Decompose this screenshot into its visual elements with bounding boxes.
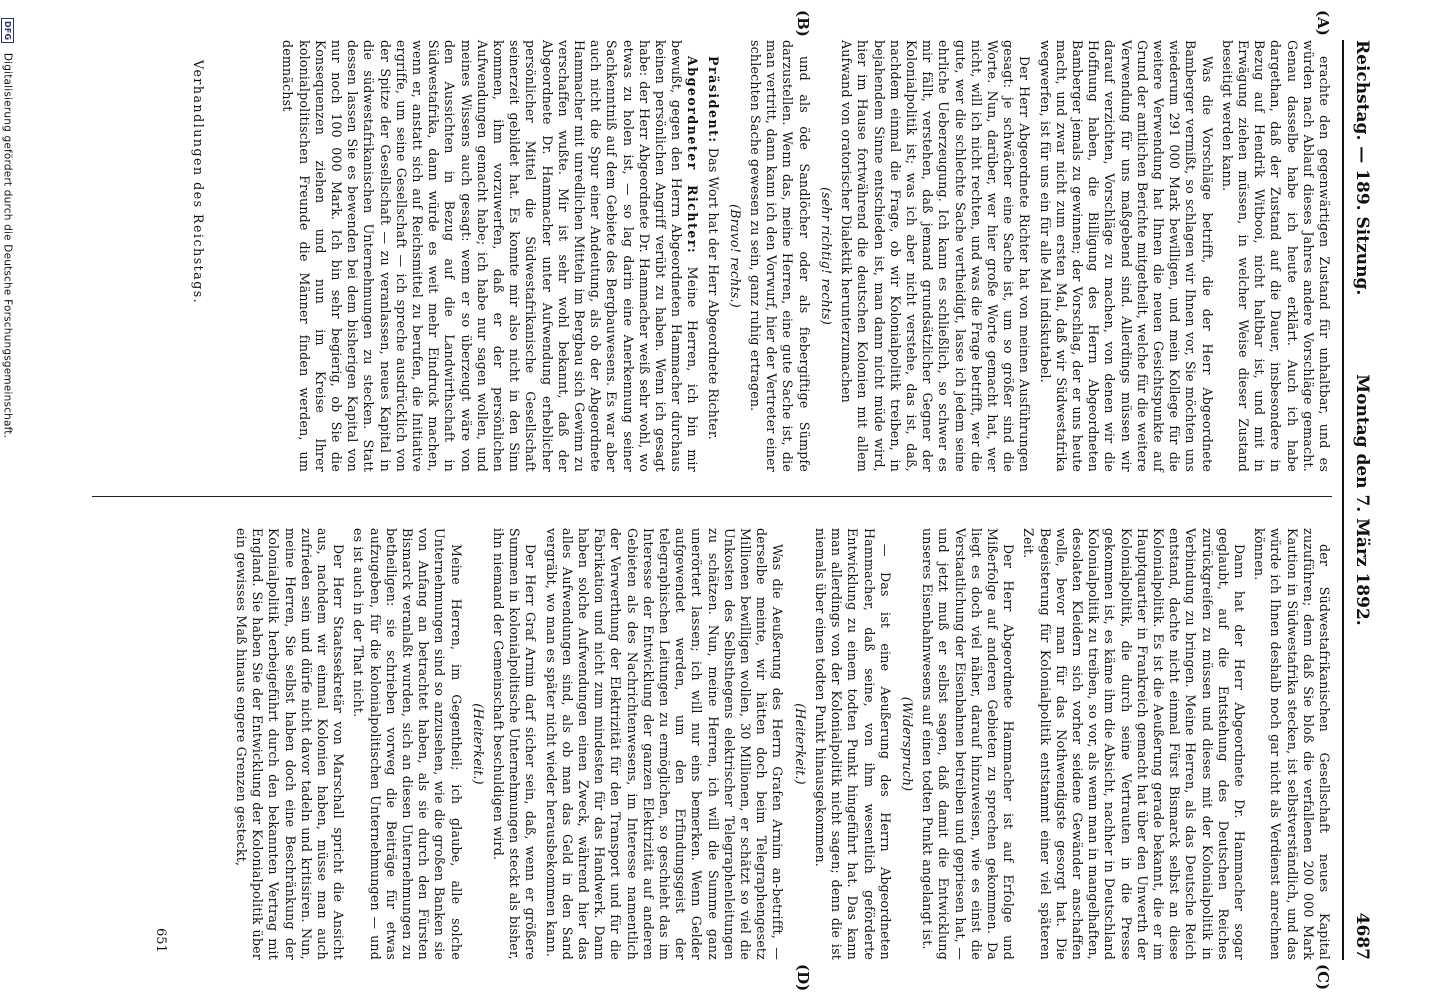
interjection: (Heiterkeit.) [792,703,808,785]
interjection: (sehr richtig! rechts) [818,187,834,325]
column-divider [92,496,1332,497]
paragraph: Der Herr Staatssekretär von Marschall spricht die Ansicht aus, nachdem wir einmal Kolonien haben, müsse man auch zufrieden sein und dürfe nicht davor tadeln und kritisiren. Nun, meine Herren, Sie selbst haben doch eine Beschränkung der Kolonialpolitik herbeigeführt durch den bekannten Vertrag mit England. Sie haben Sie der Entwicklung der Kolonialpolitik über ein gewisses Maß hinaus engere Grenzen gesteckt, [234,528,347,960]
margin-marker-d: (D) [794,964,812,992]
interjection: (Widerspruch) [899,696,915,792]
page-header [1342,40,1372,960]
paragraph: erachte den gegenwärtigen Zustand für unhaltbar, und es würden nach Ablauf dieses Jahres andere Vorschläge gemacht. Genau dasselbe habe ich heute erklärt. Auch ich habe dargethan, daß der Zustand auf die Dauer, insbesondere in Bezug auf Hendrik Witbooi, nicht haltbar ist, und mit in Erwägung ziehen müssen, in welcher Weise dieser Zustand beseitigt werden kann. [1219,40,1332,472]
paragraph: Der Herr Abgeordnete Richter hat von meinen Ausführungen gesagt: je schwächer eine Sache ist, um so größer sind die Worte. Nun, darüber, wer hier große Worte gemacht hat, wer nicht, will ich nicht rechten, und was die Frage betrifft, wer die gute, wer die schlechte Sache vertheidigt, lasse ich jedem seine ehrliche Ueberzeugung. Ich kann es schließlich, so schwer es mir fällt, verstehen, daß jemand grundsätzlicher Gegner der Kolonialpolitik ist; was ich aber nicht verstehe, das ist, daß, nachdem einmal die Frage, ob wir Kolonialpolitik treiben, in bejahendem Sinne entschieden ist, man dann nicht müde wird, hier im Hause fortwährend die deutschen Kolonien mit allem Aufwand von oratorischer Dialektik herunterzumachen [839,40,1033,472]
speech-paragraph [704,40,720,472]
speech-text: Das Wort hat der Herr Abgeordnete Richter. [705,147,721,440]
interjection: (Heiterkeit.) [470,703,486,785]
dfg-logo: DFG [1,18,14,43]
paragraph: Der Herr Abgeordnete Hammacher ist auf Erfolge und Mißerfolge auf anderen Gebieten zu sprechen gekommen. Da liegt es doch viel näher, darauf hinzuweisen, wie es einst die Verstaatlichung der Eisenbahnen betreiben und gepriesen hat, — und jetzt muß er selbst sagen, daß damit die Entwicklung unseres Eisenbahnwesens auf einen todten Punkt angelangt ist. [920,528,1017,960]
header-page-number: 4687 [1352,912,1372,960]
funding-text: Digitalisierung gefördert durch die Deutsche Forschungsgemeinschaft. [1,52,14,439]
paragraph: der Südwestafrikanischen Gesellschaft neues Kapital zuzuführen; denn daß Sie bloß die verfallenen 200 000 Mark Kaution in Südwestafrika stecken, ist selbstverständlich, und das würde ich Ihnen deshalb noch gar nicht als Verdienst anrechnen können. [1252,528,1332,960]
speech-text: Meine Herren, ich bin mir bewußt, gegen den Herrn Abgeordneten Hammacher durchaus keinen persönlichen Angriff verübt zu haben. Wenn ich gesagt habe: der Herr Abgeordnete Dr. Hammacher weiß sehr wohl, wo etwas zu holen ist, — so lag darin eine Anerkennung seiner Sachkenntniß auf dem Gebiete des Bergbauwesens. Es war aber auch nicht die Spur einer Andeutung, als ob der Abgeordnete Hammacher mit unredlichen Mitteln im Bergbau sich Gewinn zu verschaffen wußte. Mir ist sehr wohl bekannt, daß der Abgeordnete Dr. Hammacher unter Aufwendung erheblicher persönlicher Mittel die Südwestafrikanische Gesellschaft seinerzeit gebildet hat. Es konnte mir also nicht in den Sinn kommen, ihm vorzuwerfen, daß er der persönlichen Aufwendungen gemacht habe; ich habe nur sagen wollen, und meines Wissens auch gesagt: wenn er so überzeugt wäre von den Aussichten in Bezug auf die Landwirthschaft in Südwestafrika, dann würde es weit mehr Eindruck machen, wenn er, anstatt sich auf Reichsmittel zu berufen, die Initiative ergriffe, um seine Gesellschaft — ich spreche ausdrücklich von der Spitze der Gesellschaft — zu veranlassen, neues Kapital in die südwestafrikanischen Unternehmungen zu stecken. Statt dessen lassen Sie es bewenden bei dem bisherigen Kapital von nur noch 100 000 Mark. Ich bin sehr begierig, ob Sie die Konsequenzen ziehen und nun im Kreise Ihrer kolonialpolitischen Freunde die Männer finden werden, um demnächst [280,40,701,472]
speaker-name: Präsident: [705,56,721,144]
paragraph: Der Herr Graf Arnim darf sicher sein, daß, wenn er größere Summen in kolonialpolitische Unternehmungen steckt als bisher, ihn niemand der Gemeinschaft beschuldigen wird. [491,528,539,960]
funding-note [0,0,14,1000]
paragraph: Dann hat der Herr Abgeordnete Dr. Hammacher sogar geglaubt, auf die Entstehung des Deutschen Reiches zurückgreifen zu müssen und dieses mit der Kolonialpolitik in Verbindung zu bringen. Meine Herren, als das Deutsche Reich entstand, dachte nicht einmal Fürst Bismarck selbst an diese Kolonialpolitik. Es ist die Aeußerung gerade bekannt, die er im Hauptquartier in Frankreich gemacht hat über den Unwerth der Kolonialpolitik, die durch seine Vertrauten in die Presse gekommen ist, es käme ihm die Absicht, nachher in Deutschland Kolonialpolitik zu treiben, so vor, als wenn man in mangelhaften, desolaten Kleidern sich vorher seidene Gewänder anschaffen wolle, bevor man für das Nothwendigste gesorgt hat. Die Begeisterung für Kolonialpolitik entstammt einer viel späteren Zeit. [1021,528,1247,960]
header-date: Montag den 7. März 1892. [1352,374,1372,626]
footer-page-number: 651 [153,928,168,953]
paragraph: — Das ist eine Aeußerung des Herrn Abgeordneten Hammacher, daß seine, von ihm wesentlich geförderte Entwicklung zu einem todten Punkt hingeführt hat. Das kann man allerdings von der Kolonialpolitik nicht sagen; denn die ist niemals über einen todten Punkt hinausgekommen. [812,528,893,960]
header-session: Reichstag. — 189. Sitzung. [1352,40,1372,296]
margin-marker-c: (C) [1314,964,1332,991]
paragraph: und als öde Sandlöcher oder als fiebergiftige Sümpfe darzustellen. Wenn das, meine Herren, eine gute Sache ist, die man vertritt, dann kann ich den Vorwurf, hier der Vertreter einer schlechten Sache gewesen zu sein, ganz ruhig ertragen. [748,40,812,472]
footer-title: Verhandlungen des Reichstags. [191,60,206,305]
speaker-name: Abgeordneter Richter: [685,56,701,255]
margin-marker-b: (B) [794,10,812,37]
left-column [275,40,1332,472]
margin-marker-a: (A) [1314,10,1332,36]
right-column [229,528,1332,960]
paragraph: Meine Herren, im Gegentheil; ich glaube, alle solche Unternehmungen sind so anzusehen, wie die großen Banken sie von Anfang an betrachtet haben, als sie durch den Fürsten Bismarck veranlaßt wurden, sich an diesen Unternehmungen zu betheiligen: sie schrieben vorweg die Beiträge für etwas aufzugeben, für die kolonialpolitischen Unternehmungen — und es ist auch in der That nicht. [351,528,464,960]
interjection: (Bravo! rechts.) [727,204,743,308]
paragraph: Was die Vorschläge betrifft, die der Herr Abgeordnete Bamberger vermißt, so schlagen wir Ihnen vor, Sie möchten uns wiederum 291 000 Mark bewilligen, und mein Kollege für die weitere Verwendung hat Ihnen die neuen Gesichtspunkte auf Grund der amtlichen Berichte mitgetheilt, welche für die weitere Verwendung für uns maßgebend sind. Allerdings müssen wir darauf verzichten, Vorschläge zu machen, von denen wir die Hoffnung haben, die Billigung des Herrn Abgeordneten Bamberger jemals zu gewinnen; der Vorschlag, der er uns heute macht, und zwar nicht zum ersten Mal, daß wir Südwestafrika wegwerfen, ist für uns ein für alle Mal indiskutabel. [1037,40,1215,472]
speech-paragraph [279,40,700,472]
paragraph: Was die Aeußerung des Herrn Grafen Arnim an-betrifft, — derselbe meinte, wir hätten doch beim Telegraphengesetz Millionen bewilligen wollen, 30 Millionen, er schätzt so viel die Unkosten des Selbsthegens elektrischer Telegraphenleitungen zu schätzen. Nun, meine Herren, ich will die Summe ganz unerörtert lassen; ich will nur eins bemerken. Wenn Gelder aufgewendet werden, um den Erfindungsgeist der telegraphischen Leitungen zu ermöglichen, so geschieht das im Interesse der Entwicklung der ganzen Elektrizität auf anderen Gebieten als des Nachrichtenwesens, im Interesse namentlich der Verwerthung der Elektrizität für den Transport und für die Fabrikation und nicht zum mindesten für das Handwerk. Dann haben solche Aufwendungen einen Zweck, während hier das alles Aufwendungen sind, als ob man das Geld in den Sand vergräbt, wo man es später nicht wieder herausbekommen kann. [543,528,786,960]
